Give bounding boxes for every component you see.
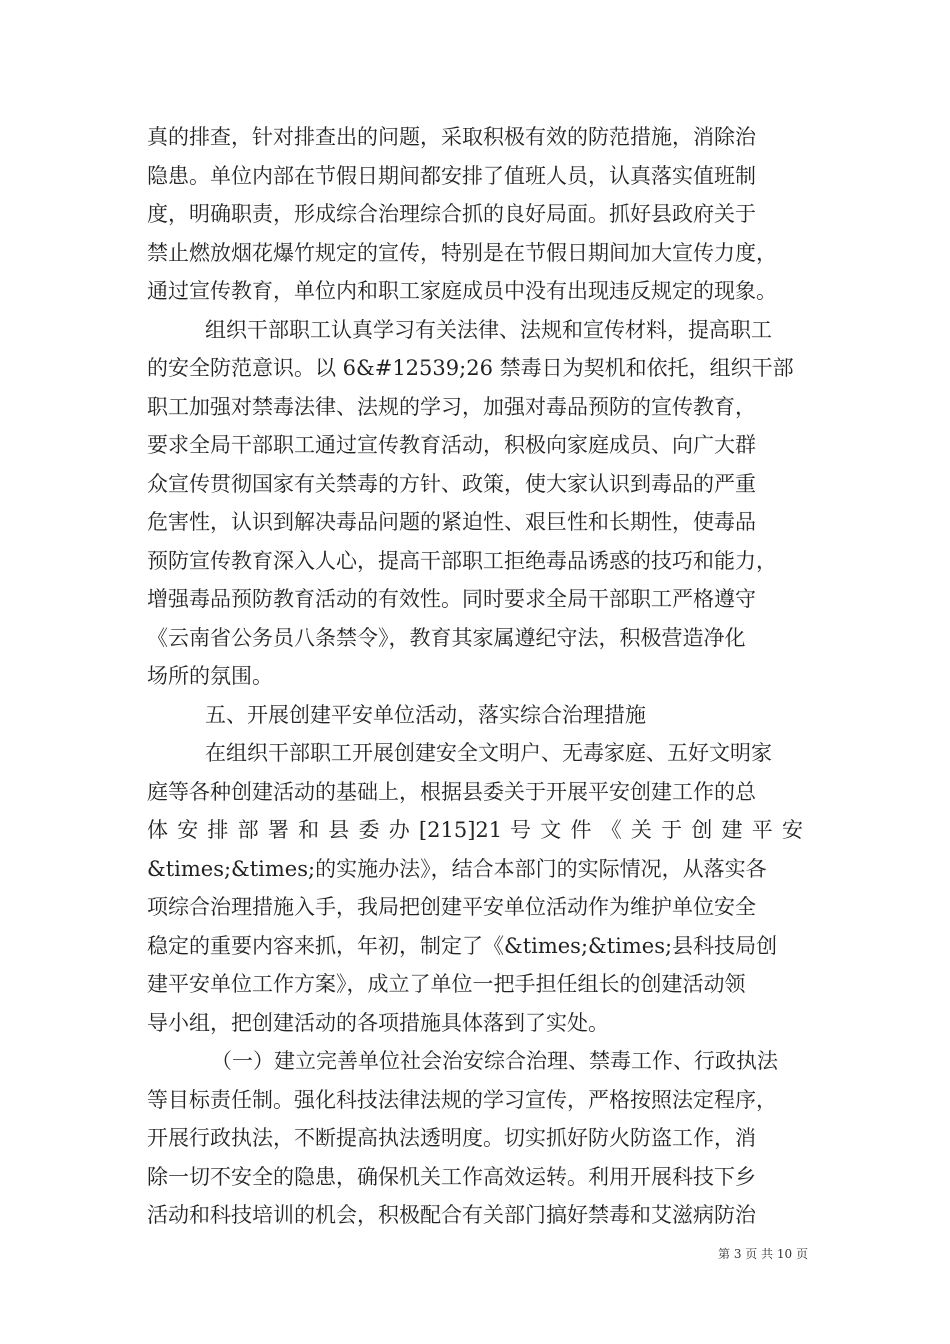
page-number: 第 3 页 共 10 页 <box>718 1247 808 1261</box>
body-line: 稳定的重要内容来抓，年初，制定了《&times;&times;县科技局创 <box>147 933 778 958</box>
body-line: 预防宣传教育深入人心，提高干部职工拒绝毒品诱惑的技巧和能力， <box>147 548 777 573</box>
body-line: 体 安 排 部 署 和 县 委 办 [215]21 号 文 件 《 关 于 创 建 平 安 <box>147 818 803 842</box>
body-line: &times;&times;的实施办法》，结合本部门的实际情况，从落实各 <box>147 856 767 881</box>
body-line: 导小组，把创建活动的各项措施具体落到了实处。 <box>147 1010 609 1035</box>
list-item-start-line: （一）建立完善单位社会治安综合治理、禁毒工作、行政执法 <box>211 1049 778 1073</box>
body-line: 隐患。单位内部在节假日期间都安排了值班人员，认真落实值班制 <box>147 163 756 188</box>
body-line: 要求全局干部职工通过宣传教育活动，积极向家庭成员、向广大群 <box>147 433 756 457</box>
body-line: 活动和科技培训的机会，积极配合有关部门搞好禁毒和艾滋病防治 <box>147 1203 756 1227</box>
paragraph-start-line: 在组织干部职工开展创建安全文明户、无毒家庭、五好文明家 <box>205 741 772 765</box>
body-line: 《云南省公务员八条禁令》，教育其家属遵纪守法，积极营造净化 <box>147 625 746 650</box>
body-line: 通过宣传教育，单位内和职工家庭成员中没有出现违反规定的现象。 <box>147 279 777 303</box>
body-line: 场所的氛围。 <box>147 664 273 688</box>
body-line: 禁止燃放烟花爆竹规定的宣传，特别是在节假日期间加大宣传力度， <box>147 240 777 265</box>
body-line: 开展行政执法，不断提高执法透明度。切实抓好防火防盗工作，消 <box>147 1126 756 1150</box>
body-line: 项综合治理措施入手，我局把创建平安单位活动作为维护单位安全 <box>147 895 756 919</box>
body-line: 的安全防范意识。以 6&#12539;26 禁毒日为契机和依托，组织干部 <box>147 356 794 380</box>
body-line: 众宣传贯彻国家有关禁毒的方针、政策，使大家认识到毒品的严重 <box>147 471 756 496</box>
document-body <box>147 118 803 1235</box>
body-line: 度，明确职责，形成综合治理综合抓的良好局面。抓好县政府关于 <box>147 202 756 226</box>
body-line: 增强毒品预防教育活动的有效性。同时要求全局干部职工严格遵守 <box>147 587 756 611</box>
body-line: 危害性，认识到解决毒品问题的紧迫性、艰巨性和长期性，使毒品 <box>147 510 756 534</box>
body-line: 除一切不安全的隐患，确保机关工作高效运转。利用开展科技下乡 <box>147 1164 756 1189</box>
body-line: 建平安单位工作方案》，成立了单位一把手担任组长的创建活动领 <box>147 972 746 996</box>
body-line: 职工加强对禁毒法律、法规的学习，加强对毒品预防的宣传教育， <box>147 394 756 419</box>
body-line: 真的排查，针对排查出的问题，采取积极有效的防范措施，消除治 <box>147 125 756 149</box>
body-line: 庭等各种创建活动的基础上，根据县委关于开展平安创建工作的总 <box>147 779 756 804</box>
paragraph-start-line: 组织干部职工认真学习有关法律、法规和宣传材料，提高职工 <box>205 317 772 342</box>
section-heading: 五、开展创建平安单位活动，落实综合治理措施 <box>205 702 646 727</box>
body-line: 等目标责任制。强化科技法律法规的学习宣传，严格按照法定程序， <box>147 1087 777 1112</box>
